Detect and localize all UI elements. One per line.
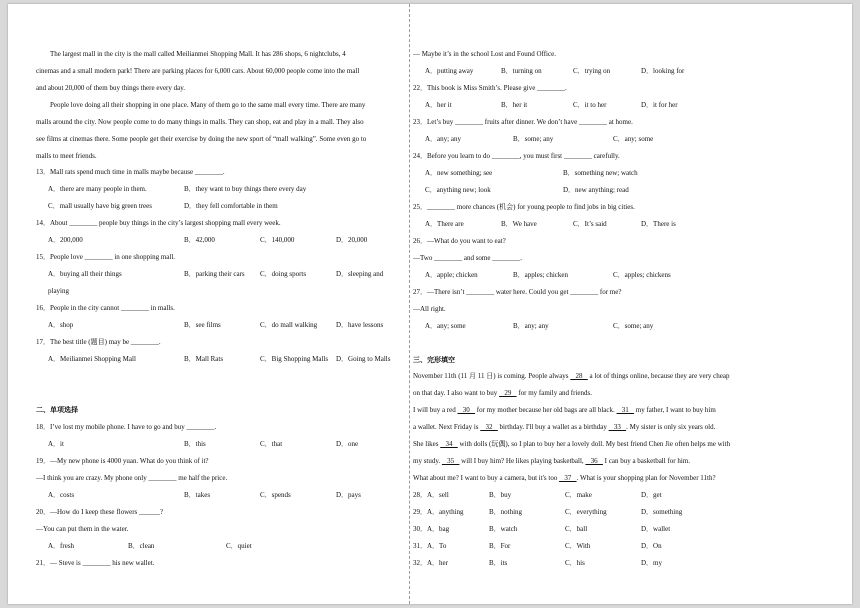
exam-page (8, 4, 852, 604)
cloze-blank[interactable]: 28 (570, 372, 588, 380)
cloze-option[interactable]: B．For (489, 542, 511, 550)
question-option[interactable]: A．shop (48, 321, 74, 329)
question-option[interactable]: C．that (260, 440, 283, 448)
question-option[interactable]: C．spends (260, 491, 291, 499)
question-option[interactable]: D．new anything; read (563, 186, 629, 194)
cloze-line: I will buy a red 30 for my mother because her old bags are all black. 31 my father, I want to buy him (413, 406, 716, 414)
question-option[interactable]: D．pays (336, 491, 361, 499)
question-option[interactable]: B．Mall Rats (184, 355, 224, 363)
question-option[interactable]: C．140,000 (260, 236, 295, 244)
question-option[interactable]: B．see films (184, 321, 221, 329)
question-option[interactable]: B．turning on (501, 67, 542, 75)
question-stem: —All right. (413, 305, 446, 313)
question-option[interactable]: A．her it (425, 101, 452, 109)
question-stem: 23．Let’s buy ________ fruits after dinner. We don’t have ________ at home. (413, 118, 633, 126)
question-stem: 17．The best title (题目) may be ________. (36, 338, 161, 346)
question-option[interactable]: B．some; any (513, 135, 554, 143)
cloze-line: my study. 35 will I buy him? He likes playing basketball, 36 I can buy a basketball for him. (413, 457, 690, 465)
question-option[interactable]: A．there are many people in them. (48, 185, 147, 193)
question-option[interactable]: B．clean (128, 542, 155, 550)
cloze-blank[interactable]: 35 (441, 457, 460, 465)
question-option[interactable]: C．any; some (613, 135, 654, 143)
question-option[interactable]: A．putting away (425, 67, 474, 75)
question-option[interactable]: D．There is (641, 220, 676, 228)
question-option[interactable]: B．her it (501, 101, 528, 109)
cloze-option[interactable]: 30．A．bag (413, 525, 450, 533)
cloze-option[interactable]: D．get (641, 491, 662, 499)
question-option[interactable]: A．fresh (48, 542, 75, 550)
question-option[interactable]: B．any; any (513, 322, 549, 330)
passage-line: People love doing all their shopping in one place. Many of them go to the same mall every time. There are many (50, 101, 366, 109)
question-option[interactable]: B．We have (501, 220, 537, 228)
cloze-option[interactable]: D．wallet (641, 525, 671, 533)
cloze-blank[interactable]: 34 (440, 440, 458, 448)
question-option[interactable]: B．42,000 (184, 236, 215, 244)
cloze-option[interactable]: 28．A．sell (413, 491, 449, 499)
question-option[interactable]: A．it (48, 440, 64, 448)
question-option[interactable]: B．apples; chicken (513, 271, 569, 279)
question-option[interactable]: A．There are (425, 220, 464, 228)
question-option[interactable]: D．20,000 (336, 236, 368, 244)
question-option[interactable]: C．trying on (573, 67, 611, 75)
question-option[interactable]: B．this (184, 440, 206, 448)
question-stem: — Maybe it’s in the school Lost and Found Office. (413, 50, 556, 58)
question-option[interactable]: C．doing sports (260, 270, 307, 278)
question-stem: 18．I’ve lost my mobile phone. I have to go and buy ________. (36, 423, 217, 431)
cloze-option[interactable]: C．his (565, 559, 585, 567)
passage-line: malls to meet friends. (36, 152, 97, 160)
question-stem: 16．People in the city cannot ________ in malls. (36, 304, 175, 312)
question-option[interactable]: B．they want to buy things there every day (184, 185, 307, 193)
cloze-line: She likes 34 with dolls (玩偶), so I plan to buy her a lovely doll. My best friend Chen Jie often helps me with (413, 440, 731, 448)
cloze-option[interactable]: 32．A．her (413, 559, 448, 567)
question-stem: 22．This book is Miss Smith’s. Please give ________. (413, 84, 567, 92)
question-option[interactable]: B．parking their cars (184, 270, 245, 278)
question-option[interactable]: D．Going to Malls (336, 355, 391, 363)
question-option[interactable]: C．apples; chickens (613, 271, 671, 279)
question-option[interactable]: C．mall usually have big green trees (48, 202, 152, 210)
question-stem: 25．________ more chances (机会) for young people to find jobs in big cities. (413, 203, 635, 211)
passage-line: The largest mall in the city is the mall called Meilianmei Shopping Mall. It has 286 shops, 6 nightclubs, 4 (50, 50, 346, 58)
question-option[interactable]: D．have lessons (336, 321, 384, 329)
question-stem: —I think you are crazy. My phone only ________ me half the price. (36, 474, 228, 482)
question-option[interactable]: D．one (336, 440, 359, 448)
question-stem: 19．—My new phone is 4000 yuan. What do you think of it? (36, 457, 209, 465)
cloze-line: on that day. I also want to buy 29 for my family and friends. (413, 389, 592, 397)
cloze-line: November 11th (11 月 11 日) is coming. People always 28 a lot of things online, because they are very cheap (413, 372, 730, 380)
question-option[interactable]: B．something new; watch (563, 169, 638, 177)
cloze-line: What about me? I want to buy a camera, but it's too 37 . What is your shopping plan for November 11th? (413, 474, 716, 482)
question-option[interactable]: A．buying all their things (48, 270, 122, 278)
question-option[interactable]: C．anything new; look (425, 186, 491, 194)
question-stem: 20．—How do I keep these flowers ______? (36, 508, 164, 516)
cloze-option[interactable]: B．watch (489, 525, 518, 533)
cloze-option[interactable]: C．make (565, 491, 592, 499)
question-stem: 13．Mall rats spend much time in malls maybe because ________. (36, 168, 225, 176)
cloze-option[interactable]: B．buy (489, 491, 512, 499)
question-option[interactable]: A．any; some (425, 322, 466, 330)
question-option[interactable]: A．any; any (425, 135, 461, 143)
cloze-blank[interactable]: 32 (480, 423, 498, 431)
cloze-option[interactable]: B．nothing (489, 508, 523, 516)
cloze-option[interactable]: D．On (641, 542, 662, 550)
question-option[interactable]: A．costs (48, 491, 75, 499)
cloze-option[interactable]: C．ball (565, 525, 588, 533)
column-divider (409, 4, 410, 604)
question-option[interactable]: C．It’s said (573, 220, 607, 228)
cloze-blank[interactable]: 33 (608, 423, 627, 431)
section-title: 三、完形填空 (413, 356, 455, 364)
passage-line: and about 20,000 of them buy things there every day. (36, 84, 186, 92)
option-continuation: playing (48, 287, 69, 295)
cloze-blank[interactable]: 29 (499, 389, 517, 397)
question-option[interactable]: D．they fell comfortable in them (184, 202, 278, 210)
question-option[interactable]: D．sleeping and (336, 270, 384, 278)
cloze-option[interactable]: D．something (641, 508, 683, 516)
question-option[interactable]: C．some; any (613, 322, 654, 330)
question-option[interactable]: D．looking for (641, 67, 685, 75)
passage-line: see films at cinemas there. Some people get their exercise by doing the new sport of “mall walking”. Some even go to (36, 135, 367, 143)
question-stem: 26．—What do you want to eat? (413, 237, 506, 245)
question-option[interactable]: B．takes (184, 491, 211, 499)
question-option[interactable]: A．200,000 (48, 236, 83, 244)
question-option[interactable]: A．new something; see (425, 169, 493, 177)
section-title: 二、单项选择 (36, 406, 78, 414)
question-option[interactable]: C．do mall walking (260, 321, 318, 329)
cloze-option[interactable]: D．my (641, 559, 662, 567)
question-stem: —Two ________ and some ________. (413, 254, 522, 262)
cloze-option[interactable]: C．With (565, 542, 591, 550)
question-option[interactable]: C．it to her (573, 101, 607, 109)
cloze-option[interactable]: C．everything (565, 508, 607, 516)
cloze-blank[interactable]: 37 (559, 474, 577, 482)
cloze-blank[interactable]: 30 (457, 406, 476, 414)
cloze-option[interactable]: 31．A．To (413, 542, 447, 550)
cloze-blank[interactable]: 31 (616, 406, 635, 414)
question-stem: 21．— Steve is ________ his new wallet. (36, 559, 155, 567)
question-stem: —You can put them in the water. (36, 525, 129, 533)
question-stem: 27．—There isn’t ________ water here. Could you get ________ for me? (413, 288, 622, 296)
cloze-option[interactable]: 29．A．anything (413, 508, 464, 516)
cloze-blank[interactable]: 36 (585, 457, 603, 465)
question-option[interactable]: A．apple; chicken (425, 271, 478, 279)
question-stem: 14．About ________ people buy things in the city’s largest shopping mall every week. (36, 219, 281, 227)
question-stem: 15．People love ________ in one shopping mall. (36, 253, 176, 261)
question-stem: 24．Before you learn to do ________, you must first ________ carefully. (413, 152, 620, 160)
question-option[interactable]: D．it for her (641, 101, 678, 109)
passage-line: cinemas and a small modern park! There are parking places for 6,000 cars. About 60,000 people come into the mall (36, 67, 360, 75)
cloze-option[interactable]: B．its (489, 559, 508, 567)
question-option[interactable]: C．Big Shopping Malls (260, 355, 329, 363)
cloze-line: a wallet. Next Friday is 32 birthday. I'll buy a wallet as a birthday 33 . My sister is only six years old. (413, 423, 716, 431)
question-option[interactable]: A．Meilianmei Shopping Mall (48, 355, 136, 363)
passage-line: malls around the city. Now people come to do many things in malls. They can shop, eat and play in a mall. They also (36, 118, 364, 126)
question-option[interactable]: C．quiet (226, 542, 252, 550)
